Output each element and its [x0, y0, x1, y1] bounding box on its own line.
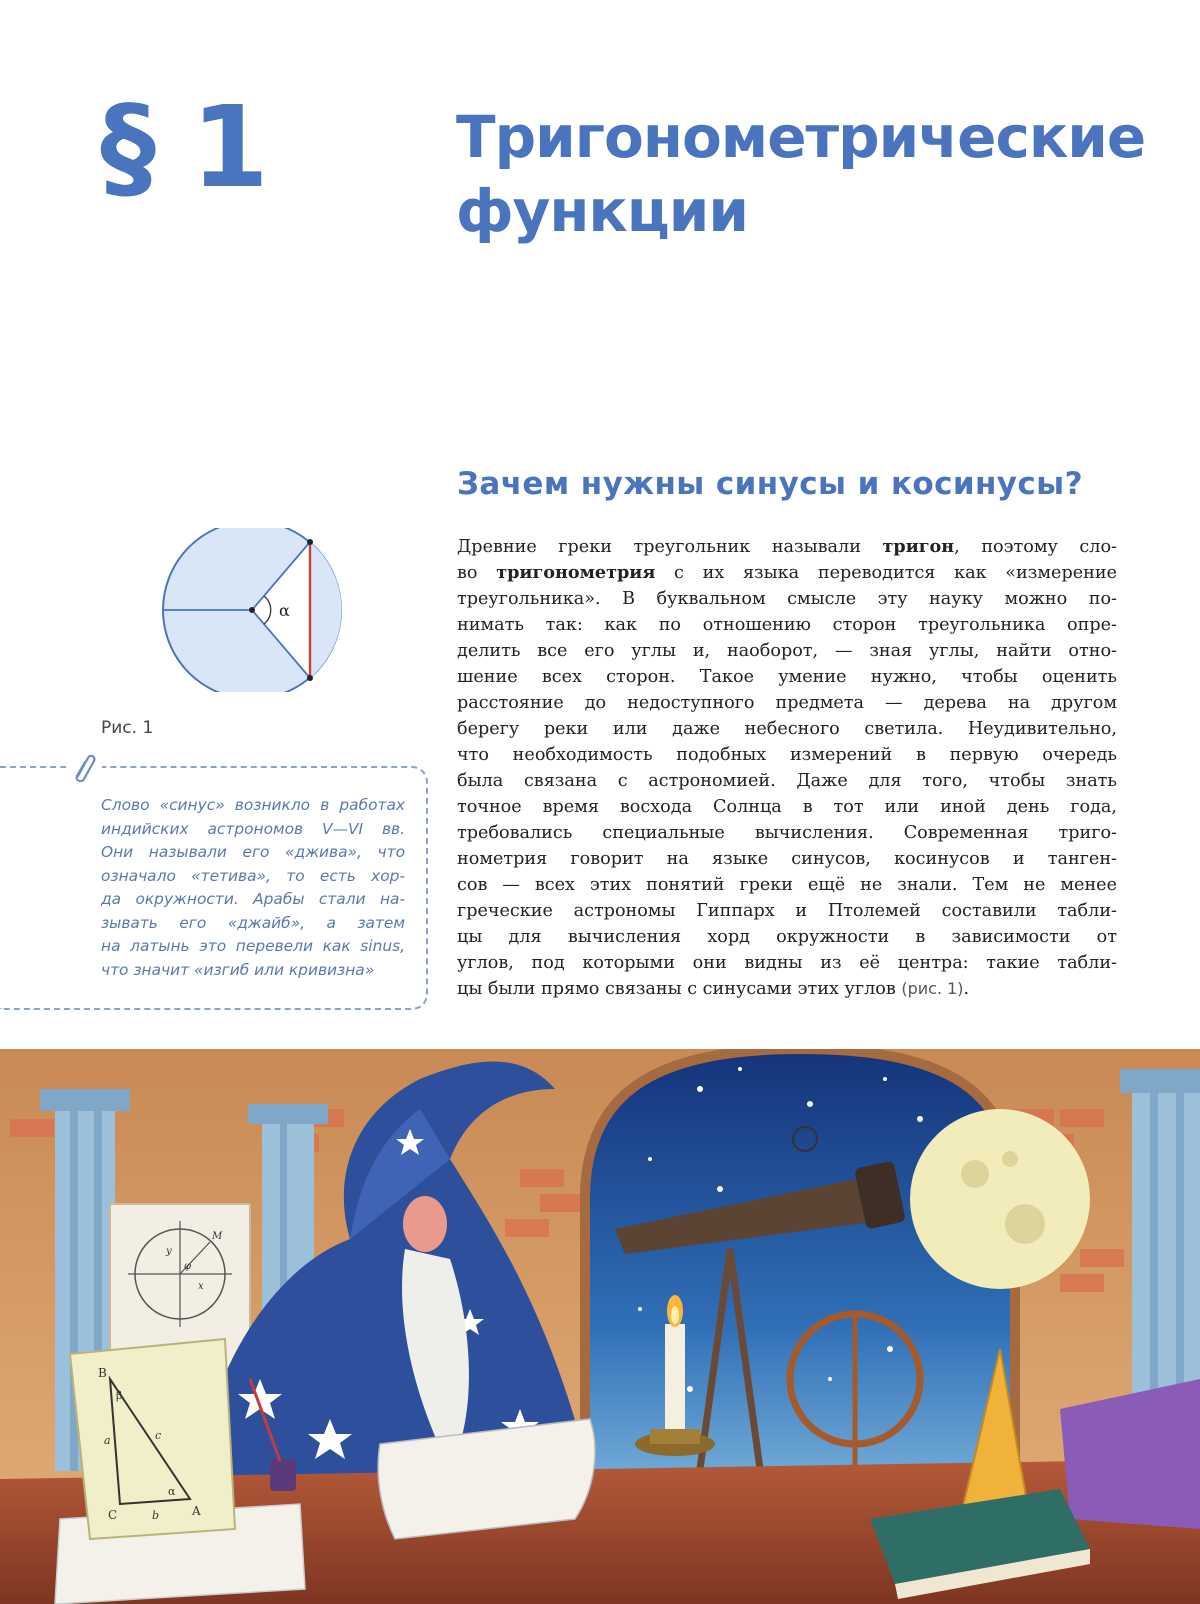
figure-caption: Рис. 1 [101, 718, 154, 738]
board-angle-alpha: α [168, 1485, 176, 1498]
moon-crater [1002, 1151, 1018, 1167]
board-side-b: b [152, 1509, 160, 1522]
body-line: цы для вычисления хорд окружности в зависимости от [457, 927, 1117, 947]
note-line: означало «тетива», то есть хор- [101, 866, 405, 885]
body-text-fragment: Древние греки треугольник называли [457, 537, 883, 557]
poster-label-y: y [166, 1246, 172, 1257]
triangle-board [70, 1339, 235, 1539]
body-line [457, 976, 1117, 1002]
chapter-title [456, 100, 1176, 248]
astronomer-illustration [0, 1049, 1200, 1604]
paperclip-icon [66, 752, 102, 782]
moon-crater [1005, 1204, 1045, 1244]
figure-reference: (рис. 1) [901, 979, 964, 998]
board-label-a: A [192, 1504, 201, 1518]
body-line: шение всех сторон. Такое умение нужно, чтобы оценить [457, 667, 1117, 687]
body-line: треугольника». В буквальном смысле эту науку можно по- [457, 589, 1117, 609]
figure-1-circle-diagram [160, 528, 344, 692]
note-line: на латынь это перевели как sinus, [101, 937, 405, 955]
chapter-title-line: Тригонометрические [456, 103, 1146, 171]
moon-crater [961, 1160, 989, 1188]
board-side-a: a [104, 1434, 111, 1447]
body-text-fragment: , поэтому сло- [954, 537, 1117, 557]
section-number: § 1 [100, 83, 267, 213]
note-line: Слово «синус» возникло в работах [101, 796, 405, 814]
note-line: зывать его «джайб», а затем [101, 913, 405, 932]
body-line: греческие астрономы Гиппарх и Птолемей составили табли- [457, 901, 1117, 921]
body-line: расстояние до недоступного предмета — дерева на другом [457, 693, 1117, 713]
body-line: углов, под которыми они видны из её центра: такие табли- [457, 953, 1117, 973]
note-line: да окружности. Арабы стали на- [101, 890, 405, 908]
note-line: Они называли его «джива», что [101, 843, 405, 861]
board-label-c: C [108, 1508, 118, 1522]
body-line [457, 560, 1117, 586]
figure-chord-point-top [307, 539, 313, 545]
body-line: что необходимость подобных измерений в первую очередь [457, 745, 1117, 765]
figure-segment [310, 542, 342, 678]
note-text [101, 794, 405, 982]
note-line: что значит «изгиб или кривизна» [101, 960, 375, 979]
term-trigon: тригон [882, 536, 955, 557]
note-line: индийских астрономов V—VI вв. [101, 819, 405, 838]
body-line [457, 534, 1117, 560]
body-text [457, 534, 1117, 1002]
body-line: была связана с астрономией. Даже для того, чтобы знать [457, 771, 1117, 791]
body-text-fragment: . [963, 979, 970, 999]
poster-label-phi: φ [184, 1261, 192, 1272]
body-line: нометрия говорит на языке синусов, косинусов и танген- [457, 849, 1117, 869]
body-line: точное время восхода Солнца в тот или иной день года, [457, 797, 1117, 817]
board-label-b: B [98, 1366, 107, 1380]
figure-angle-label: α [279, 601, 290, 620]
poster-label-m: M [212, 1231, 223, 1242]
body-line: сов — всех этих понятий греки ещё не знали. Тем не менее [457, 875, 1117, 895]
subsection-title: Зачем нужны синусы и косинусы? [457, 466, 1083, 502]
body-line: требовались специальные вычисления. Современная триго- [457, 823, 1117, 843]
body-text-fragment: во [457, 563, 497, 583]
body-text-fragment: с их языка переводится как «измерение [655, 563, 1118, 583]
body-line: нимать так: как по отношению сторон треугольника опре- [457, 615, 1117, 635]
figure-center-point [249, 607, 255, 613]
chapter-title-line: функции [456, 177, 749, 245]
body-line: берегу реки или даже небесного светила. Неудивительно, [457, 719, 1117, 739]
poster-label-x: x [198, 1281, 204, 1292]
moon [910, 1109, 1090, 1289]
body-text-fragment: цы были прямо связаны с синусами этих углов [457, 979, 902, 999]
term-trigonometry: тригонометрия [496, 562, 656, 583]
figure-chord-point-bottom [307, 675, 313, 681]
body-line: делить все его углы и, наоборот, — зная углы, найти отно- [457, 641, 1117, 661]
board-angle-beta: β [116, 1389, 123, 1402]
board-side-c: c [155, 1429, 162, 1442]
